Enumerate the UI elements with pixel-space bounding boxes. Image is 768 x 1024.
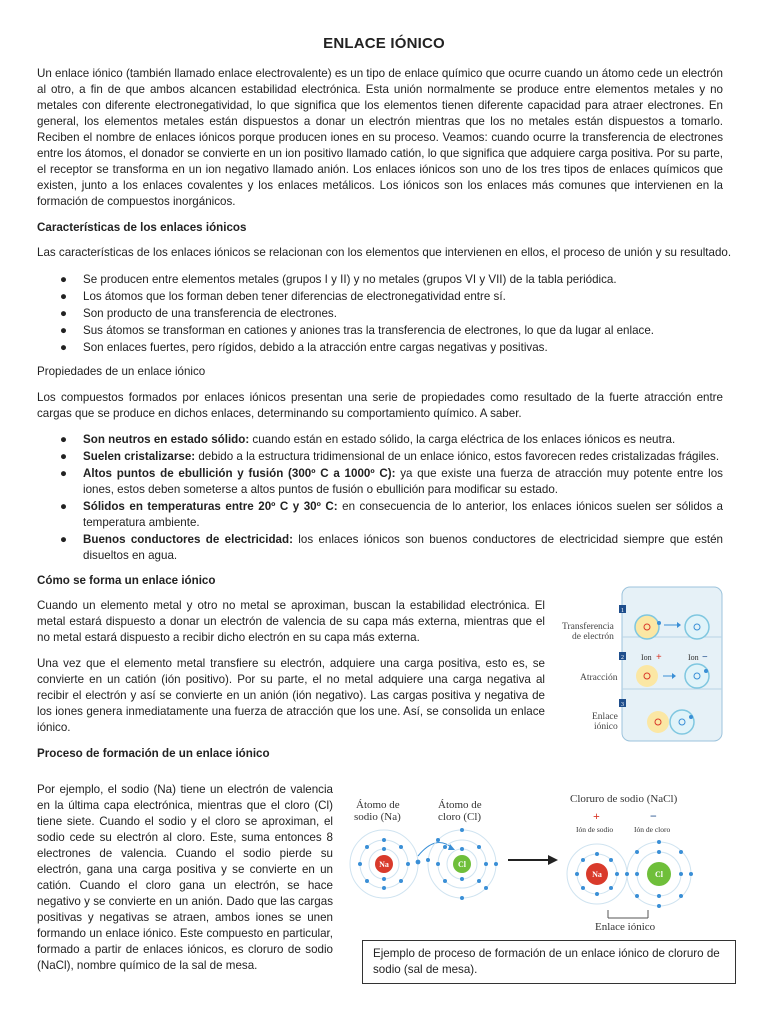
chloride-ion-symbol: Cl — [655, 870, 663, 879]
label-attraction: Atracción — [580, 673, 618, 683]
step-2-number: 2 — [621, 655, 624, 661]
process-heading: Proceso de formación de un enlace iónico — [37, 747, 270, 760]
sodium-symbol: Na — [379, 860, 389, 869]
metal-atom — [635, 615, 659, 639]
label-ion-positive: Ion — [641, 653, 652, 662]
list-item: ● Los átomos que los forman deben tener diferencias de electronegatividad entre sí. — [60, 290, 506, 303]
label-atom-chlorine-2: cloro (Cl) — [438, 811, 482, 823]
list-item: ● Son neutros en estado sólido: cuando están en estado sólido, la carga eléctrica de los enlaces iónicos es neutra. — [60, 433, 676, 446]
step-1-number: 1 — [621, 608, 624, 614]
sodium-ion — [567, 844, 627, 904]
characteristics-lead: Las características de los enlaces iónicos se relacionan con los elementos que intervienen en ellos, el proceso de unión y su resultado. — [37, 246, 732, 259]
characteristics-list — [37, 272, 723, 356]
label-ionic-bond: Enlace iónico — [595, 921, 656, 933]
list-item: ● Altos puntos de ebullición y fusión (300º C a 1000º C): ya que existe una fuerza de atracción muy potente entre los iones, estos deben someterse a altos puntos de fusión o ebullición para modificar su estado. — [60, 467, 723, 496]
label-bond: Enlace — [592, 712, 618, 722]
minus-sign: − — [650, 809, 657, 823]
label-nacl: Cloruro de sodio (NaCl) — [570, 793, 678, 805]
bonded-cation — [647, 711, 669, 733]
svg-text:−: − — [702, 652, 708, 663]
properties-list — [37, 432, 723, 564]
chlorine-symbol: Cl — [458, 860, 466, 869]
label-atom-chlorine: Átomo de — [438, 799, 482, 811]
list-item: ● Buenos conductores de electricidad: los enlaces iónicos son buenos conductores de electricidad siempre que estén disueltos en agua. — [60, 533, 723, 562]
list-item: ● Son enlaces fuertes, pero rígidos, debido a la atracción entre cargas negativas y positivas. — [60, 341, 548, 354]
list-item: ● Sus átomos se transforman en cationes y aniones tras la transferencia de electrones, lo que da lugar al enlace. — [60, 324, 654, 337]
bonded-anion — [670, 710, 694, 734]
figure-caption: Ejemplo de proceso de formación de un enlace iónico de cloruro de sodio (sal de mesa). — [362, 940, 736, 984]
label-atom-sodium: Átomo de — [356, 799, 400, 811]
label-transfer-2: de electrón — [572, 632, 614, 642]
properties-lead: Los compuestos formados por enlaces iónicos presentan una serie de propiedades como resultado de la fuerte atracción entre cargas que se produce en dichos enlaces, determinando su comportamiento químico. A saber. — [37, 391, 723, 420]
intro-paragraph: Un enlace iónico (también llamado enlace electrovalente) es un tipo de enlace químico que ocurre cuando un átomo cede un electrón al otro, a fin de que ambos alcancen estabilidad electrónica. Esta unión normalmente se produce entre elementos metales y no metales con diferente electronegatividad, lo que significa que los elementos tienen diferente capacidad para atraer electrones. En general, los elementos metales están dispuestos a donar un electrón mientras que los no metales están dispuestos a tomarlo. Reciben el nombre de enlaces iónicos porque producen iones en su proceso. Veamos: cuando ocurre la transferencia de electrones entre los átomos, el donador se convierte en un ion positivo llamado catión, lo que significa que adquiere carga positiva. Por su parte, el receptor se transforma en un ion negativo llamado anión. Los enlaces iónicos son uno de los tres tipos de enlaces químicos que existen, junto a los enlaces covalentes y los enlaces metálicos. Los iónicos son los enlaces más comunes que intervienen en la formación de compuestos inorgánicos. — [37, 67, 723, 208]
list-item: ● Se producen entre elementos metales (grupos I y II) y no metales (grupos VI y VII) de la tabla periódica. — [60, 273, 617, 286]
label-atom-sodium-2: sodio (Na) — [354, 811, 401, 823]
anion — [685, 664, 709, 688]
sodium-ion-symbol: Na — [592, 870, 602, 879]
list-item: ● Sólidos en temperaturas entre 20º C y 30º C: en consecuencia de lo anterior, los enlaces iónicos suelen ser sólidos a temperatura ambiente. — [60, 500, 724, 529]
plus-sign: + — [593, 809, 600, 823]
formation-heading: Cómo se forma un enlace iónico — [37, 574, 216, 587]
cation — [636, 665, 658, 687]
characteristics-heading: Características de los enlaces iónicos — [37, 221, 247, 234]
page-title: ENLACE IÓNICO — [323, 35, 445, 52]
formation-paragraph-1: Cuando un elemento metal y otro no metal se aproximan, buscan la estabilidad electrónica. El metal estará dispuesto a donar un electrón de valencia de su capa más externa, mientras que el no metal estará dispuesto a recibir dicho electrón en su capa más externa. — [37, 599, 545, 644]
label-transfer: Transferencia — [562, 622, 614, 632]
list-item: ● Son producto de una transferencia de electrones. — [60, 307, 337, 320]
process-paragraph: Por ejemplo, el sodio (Na) tiene un electrón de valencia en la última capa electrónica, mientras que el cloro (Cl) tiene siete. Cuando el sodio y el cloro se aproximan, el sodio cede su electrón al cloro. Este, suma entonces 8 electrones de valencia. Cuando el sodio pierde su electrón, gana una carga positiva y se convierte en un catión. Cuando el cloro gana un electrón, se hace negativo y se convierte en un anión. Dado que las cargas positivas y negativas se atraen, ambos iones se unen formando un enlace iónico. Este compuesto en particular, formado a partir de enlaces iónicos, es cloruro de sodio (NaCl), nombre químico de la sal de mesa. — [37, 783, 333, 972]
nacl-formation-diagram — [348, 786, 710, 934]
label-ion-negative: Ion — [688, 653, 699, 662]
formation-paragraph-2: Una vez que el elemento metal transfiere su electrón, adquiere una carga positiva, esto es, se convierte en un catión (ión positivo). Por su parte, el no metal adquiere una carga negativa al recibir el electrón y así se convierte en un anión (ión negativo). Las cargas positiva y negativa de los iones genera inmediatamente una fuerza de atracción que los une. Así, se consolida un enlace iónico. — [37, 657, 545, 734]
properties-heading: Propiedades de un enlace iónico — [37, 365, 206, 378]
step-3-number: 3 — [621, 702, 624, 708]
nonmetal-atom — [685, 615, 709, 639]
svg-text:+: + — [656, 652, 662, 663]
label-bond-2: iónico — [594, 722, 618, 732]
ionic-bond-steps-diagram — [560, 585, 726, 743]
label-chloride-ion: Ión de cloro — [634, 825, 671, 834]
label-sodium-ion: Ión de sodio — [576, 825, 614, 834]
list-item: ● Suelen cristalizarse: debido a la estructura tridimensional de un enlace iónico, estos favorecen redes cristalizadas frágiles. — [60, 450, 720, 463]
